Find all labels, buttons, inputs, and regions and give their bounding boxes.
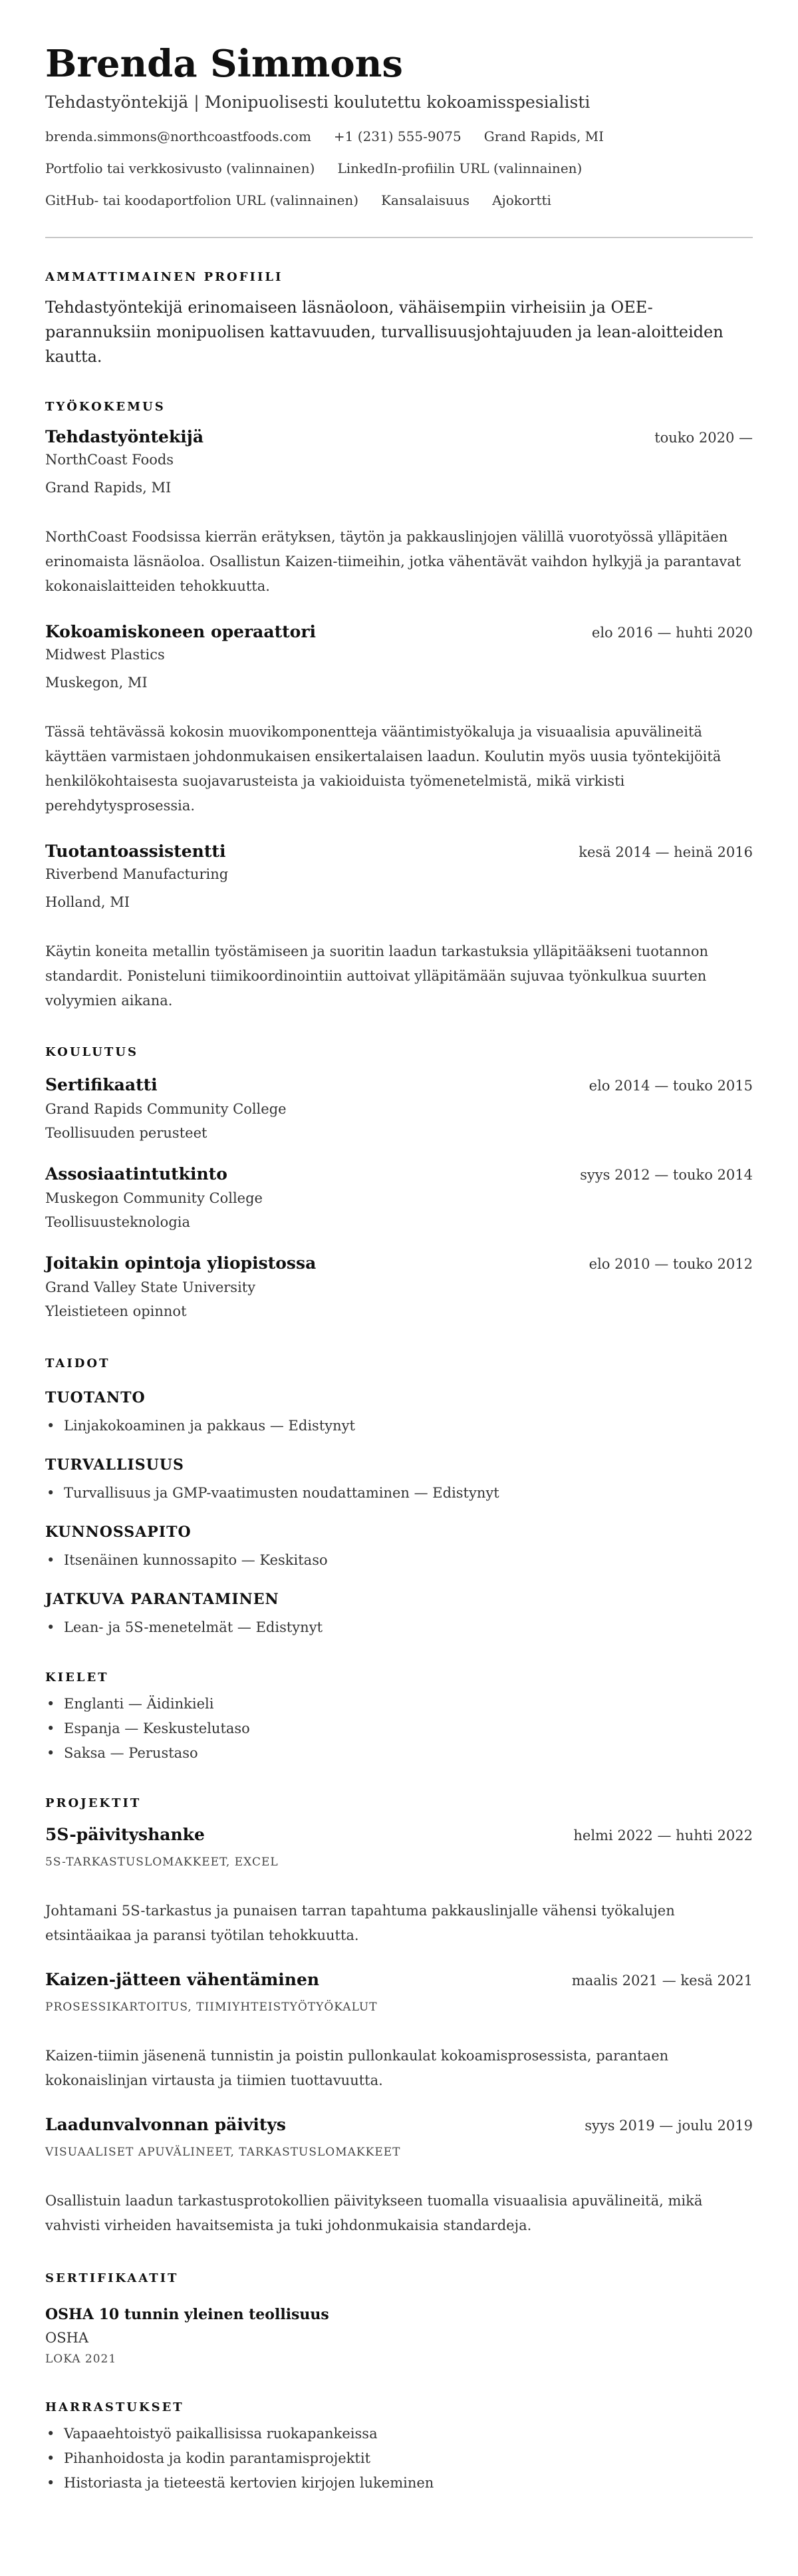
section-title: PROJEKTIT: [45, 1796, 142, 1810]
hobby-item: • Pihanhoidosta ja kodin parantamisprojektit: [45, 2446, 753, 2471]
skill-group: [45, 1454, 753, 1506]
project-description: Kaizen-tiimin jäsenenä tunnistin ja poistin pullonkaulat kokoamisprosessista, parantaen kokonaislinjan virtausta ja tiimien tuottavuutta.: [45, 2048, 669, 2088]
resume-header: [45, 39, 753, 210]
hobbies-section: [45, 2399, 753, 2496]
profile-summary: Tehdastyöntekijä erinomaiseen läsnäoloon, vähäisempiin virheisiin ja OEE-parannuksiin monipuolisen kattavuuden, turvallisuusjohtajuuden ja lean-aloitteiden kautta.: [45, 298, 724, 366]
project-item: [45, 1823, 753, 1948]
skill-group-title: TUOTANTO: [45, 1389, 146, 1406]
field-of-study: Teollisuuden perusteet: [45, 1125, 207, 1141]
school-name: Grand Rapids Community College: [45, 1101, 287, 1117]
certificates-section: [45, 2270, 753, 2368]
school-name: Muskegon Community College: [45, 1190, 263, 1206]
job-company: NorthCoast Foods: [45, 452, 174, 468]
job-location: Grand Rapids, MI: [45, 480, 172, 496]
contact-row: [45, 158, 753, 178]
section-title: HARRASTUKSET: [45, 2400, 184, 2414]
school-name: Grand Valley State University: [45, 1279, 256, 1295]
job-title: Tehdastyöntekijä: [45, 427, 204, 446]
experience-item: [45, 840, 753, 1013]
job-company: Riverbend Manufacturing: [45, 866, 229, 882]
experience-item: [45, 425, 753, 599]
experience-item: [45, 620, 753, 818]
education-dates: elo 2010 — touko 2012: [589, 1256, 753, 1272]
certificate-issuer: OSHA: [45, 2330, 89, 2346]
job-company: Midwest Plastics: [45, 647, 165, 663]
job-title: Tuotantoassistentti: [45, 842, 226, 861]
hobby-item: • Vapaaehtoistyö paikallisissa ruokapankeissa: [45, 2422, 753, 2446]
skill-group-title: JATKUVA PARANTAMINEN: [45, 1591, 279, 1608]
field-of-study: Teollisuusteknologia: [45, 1214, 190, 1230]
project-dates: helmi 2022 — huhti 2022: [573, 1828, 753, 1844]
job-location: Muskegon, MI: [45, 675, 148, 691]
job-description: NorthCoast Foodsissa kierrän erätyksen, täytön ja pakkauslinjojen välillä vuorotyössä ylläpitäen erinomaista läsnäoloa. Osallistun Kaizen-tiimeihin, jotka vähentävät vaihdon hylkyjä ja parantavat kokonaislaitteiden tehokkuutta.: [45, 529, 741, 594]
degree-title: Assosiaatintutkinto: [45, 1164, 227, 1184]
contact-location: Grand Rapids, MI: [483, 128, 604, 144]
job-description: Käytin koneita metallin työstämiseen ja suoritin laadun tarkastuksia ylläpitääkseni tuotannon standardit. Ponisteluni tiimikoordinointiin auttoivat ylläpitämään sujuvaa työnkulkua suurten volyymien aikana.: [45, 943, 709, 1009]
skill-group: [45, 1522, 753, 1573]
project-item: [45, 1968, 753, 2093]
skill-item: • Itsenäinen kunnossapito — Keskitaso: [45, 1548, 753, 1573]
skill-group-title: KUNNOSSAPITO: [45, 1524, 192, 1541]
contact-drivers-license: Ajokortti: [492, 192, 551, 208]
section-title: TYÖKOKEMUS: [45, 400, 166, 414]
project-tags: VISUAALISET APUVÄLINEET, TARKASTUSLOMAKKEET: [45, 2146, 401, 2159]
section-title: KIELET: [45, 1671, 109, 1685]
language-item: • Saksa — Perustaso: [45, 1741, 753, 1766]
certificate-item: [45, 2303, 753, 2368]
contact-linkedin[interactable]: LinkedIn-profiilin URL (valinnainen): [337, 160, 583, 176]
section-title: SERTIFIKAATIT: [45, 2271, 179, 2285]
education-item: [45, 1251, 753, 1323]
section-title: KOULUTUS: [45, 1045, 138, 1059]
project-title: 5S-päivityshanke: [45, 1825, 205, 1844]
contact-portfolio[interactable]: Portfolio tai verkkosivusto (valinnainen): [45, 160, 315, 176]
project-dates: syys 2019 — joulu 2019: [585, 2118, 753, 2134]
section-title: AMMATTIMAINEN PROFIILI: [45, 270, 283, 284]
education-item: [45, 1162, 753, 1234]
certificate-name: OSHA 10 tunnin yleinen teollisuus: [45, 2306, 329, 2323]
degree-title: Sertifikaatti: [45, 1075, 158, 1094]
projects-section: [45, 1795, 753, 2238]
skill-group: [45, 1387, 753, 1438]
job-location: Holland, MI: [45, 894, 130, 910]
education-dates: elo 2014 — touko 2015: [589, 1078, 753, 1094]
contact-email[interactable]: brenda.simmons@northcoastfoods.com: [45, 128, 311, 144]
education-dates: syys 2012 — touko 2014: [580, 1167, 753, 1183]
contact-row: [45, 190, 753, 210]
header-divider: [45, 237, 753, 238]
skill-item: • Lean- ja 5S-menetelmät — Edistynyt: [45, 1615, 753, 1640]
skill-group-title: TURVALLISUUS: [45, 1456, 184, 1474]
experience-section: [45, 399, 753, 1013]
project-dates: maalis 2021 — kesä 2021: [571, 1973, 753, 1989]
certificate-date: LOKA 2021: [45, 2352, 117, 2366]
skill-item: • Turvallisuus ja GMP-vaatimusten noudattaminen — Edistynyt: [45, 1481, 753, 1506]
project-title: Laadunvalvonnan päivitys: [45, 2115, 287, 2134]
skill-group: [45, 1589, 753, 1640]
languages-section: [45, 1669, 753, 1766]
job-dates: kesä 2014 — heinä 2016: [579, 844, 753, 860]
job-dates: touko 2020 —: [654, 430, 753, 446]
education-item: [45, 1073, 753, 1145]
section-title: TAIDOT: [45, 1357, 110, 1370]
contact-citizenship: Kansalaisuus: [381, 192, 470, 208]
project-tags: PROSESSIKARTOITUS, TIIMIYHTEISTYÖTYÖKALUT: [45, 2001, 378, 2014]
project-description: Osallistuin laadun tarkastusprotokollien päivitykseen tuomalla visuaalisia apuvälineitä, mikä vahvisti virheiden havaitsemista ja tuki johdonmukaisia standardeja.: [45, 2193, 703, 2233]
skills-section: [45, 1355, 753, 1640]
project-title: Kaizen-jätteen vähentäminen: [45, 1970, 320, 1989]
hobby-item: • Historiasta ja tieteestä kertovien kirjojen lukeminen: [45, 2471, 753, 2496]
candidate-name: Brenda Simmons: [45, 42, 403, 86]
contact-phone[interactable]: +1 (231) 555-9075: [333, 128, 462, 144]
project-tags: 5S-TARKASTUSLOMAKKEET, EXCEL: [45, 1855, 279, 1869]
degree-title: Joitakin opintoja yliopistossa: [45, 1253, 317, 1273]
contact-row: [45, 126, 753, 146]
job-title: Kokoamiskoneen operaattori: [45, 622, 317, 641]
education-section: [45, 1044, 753, 1323]
project-item: [45, 2113, 753, 2238]
language-item: • Espanja — Keskustelutaso: [45, 1716, 753, 1741]
profile-section: [45, 269, 753, 369]
job-dates: elo 2016 — huhti 2020: [591, 625, 753, 641]
field-of-study: Yleistieteen opinnot: [45, 1303, 187, 1319]
skill-item: • Linjakokoaminen ja pakkaus — Edistynyt: [45, 1414, 753, 1438]
project-description: Johtamani 5S-tarkastus ja punaisen tarran tapahtuma pakkauslinjalle vähensi työkalujen etsintäaikaa ja paransi työtilan tehokkuutta.: [45, 1903, 675, 1943]
candidate-headline: Tehdastyöntekijä | Monipuolisesti koulutettu kokoamisspesialisti: [45, 92, 591, 112]
job-description: Tässä tehtävässä kokosin muovikomponentteja vääntimistyökaluja ja visuaalisia apuvälineitä käyttäen varmistaen johdonmukaisen ensikertalaisen laadun. Koulutin myös uusia työntekijöitä henkilökohtaisesta suojavarusteista ja vakioiduista työmenetelmistä, mikä virkisti perehdytysprosessia.: [45, 724, 722, 814]
language-item: • Englanti — Äidinkieli: [45, 1692, 753, 1716]
contact-github[interactable]: GitHub- tai koodaportfolion URL (valinnainen): [45, 192, 359, 208]
